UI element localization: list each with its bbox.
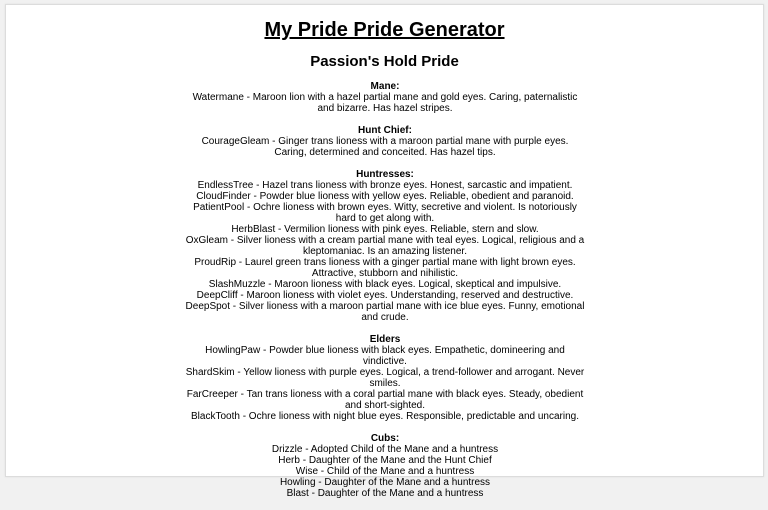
section-label-elders: Elders <box>369 334 401 345</box>
cub-entry: Wise - Child of the Mane and a huntress <box>295 466 475 477</box>
section-cubs <box>185 433 585 499</box>
cub-entry: Blast - Daughter of the Mane and a huntress <box>286 488 484 499</box>
section-hunt-chief <box>185 125 585 158</box>
cub-entry: Howling - Daughter of the Mane and a huntress <box>279 477 491 488</box>
lion-entry: HowlingPaw - Powder blue lioness with black eyes. Empathetic, domineering and vindictive. <box>205 345 565 367</box>
section-huntresses <box>185 169 585 323</box>
lion-entry: DeepCliff - Maroon lioness with violet eyes. Understanding, reserved and destructive. <box>196 290 574 301</box>
lion-entry: BlackTooth - Ochre lioness with night blue eyes. Responsible, predictable and uncaring. <box>191 411 579 422</box>
lion-entry: ProudRip - Laurel green trans lioness with a ginger partial mane with light brown eyes. Attractive, stubborn and nihilistic. <box>194 257 576 279</box>
section-label-huntresses: Huntresses: <box>356 169 414 180</box>
pride-content <box>185 81 585 510</box>
lion-entry: HerbBlast - Vermilion lioness with pink eyes. Reliable, stern and slow. <box>231 224 539 235</box>
section-label-hunt-chief: Hunt Chief: <box>358 125 412 136</box>
lion-entry: CourageGleam - Ginger trans lioness with a maroon partial mane with purple eyes. Caring, determined and conceited. Has hazel tips. <box>201 136 569 158</box>
lion-entry: ShardSkim - Yellow lioness with purple eyes. Logical, a trend-follower and arrogant. Never smiles. <box>185 367 585 389</box>
page-card <box>5 4 764 499</box>
lion-entry: OxGleam - Silver lioness with a cream partial mane with teal eyes. Logical, religious and a kleptomaniac. Is an amazing listener. <box>185 235 585 257</box>
cub-entry: Herb - Daughter of the Mane and the Hunt Chief <box>278 455 492 466</box>
section-label-cubs: Cubs: <box>370 433 400 444</box>
section-elders <box>185 334 585 422</box>
lion-entry: CloudFinder - Powder blue lioness with yellow eyes. Reliable, obedient and paranoid. <box>196 191 574 202</box>
lion-entry: EndlessTree - Hazel trans lioness with bronze eyes. Honest, sarcastic and impatient. <box>197 180 573 191</box>
page-title: My Pride Pride Generator <box>264 19 505 41</box>
lion-entry: FarCreeper - Tan trans lioness with a coral partial mane with black eyes. Steady, obedient and short-sighted. <box>186 389 584 411</box>
lion-entry: SlashMuzzle - Maroon lioness with black eyes. Logical, skeptical and impulsive. <box>208 279 562 290</box>
section-mane <box>185 81 585 114</box>
lion-entry: Watermane - Maroon lion with a hazel partial mane and gold eyes. Caring, paternalistic and bizarre. Has hazel stripes. <box>192 92 578 114</box>
lion-entry: PatientPool - Ochre lioness with brown eyes. Witty, secretive and violent. Is notoriously hard to get along with. <box>193 202 577 224</box>
pride-name-heading: Passion's Hold Pride <box>310 53 459 70</box>
cub-entry: Drizzle - Adopted Child of the Mane and a huntress <box>271 444 499 455</box>
lion-entry: DeepSpot - Silver lioness with a maroon partial mane with ice blue eyes. Funny, emotional and crude. <box>185 301 585 323</box>
section-label-mane: Mane: <box>370 81 400 92</box>
